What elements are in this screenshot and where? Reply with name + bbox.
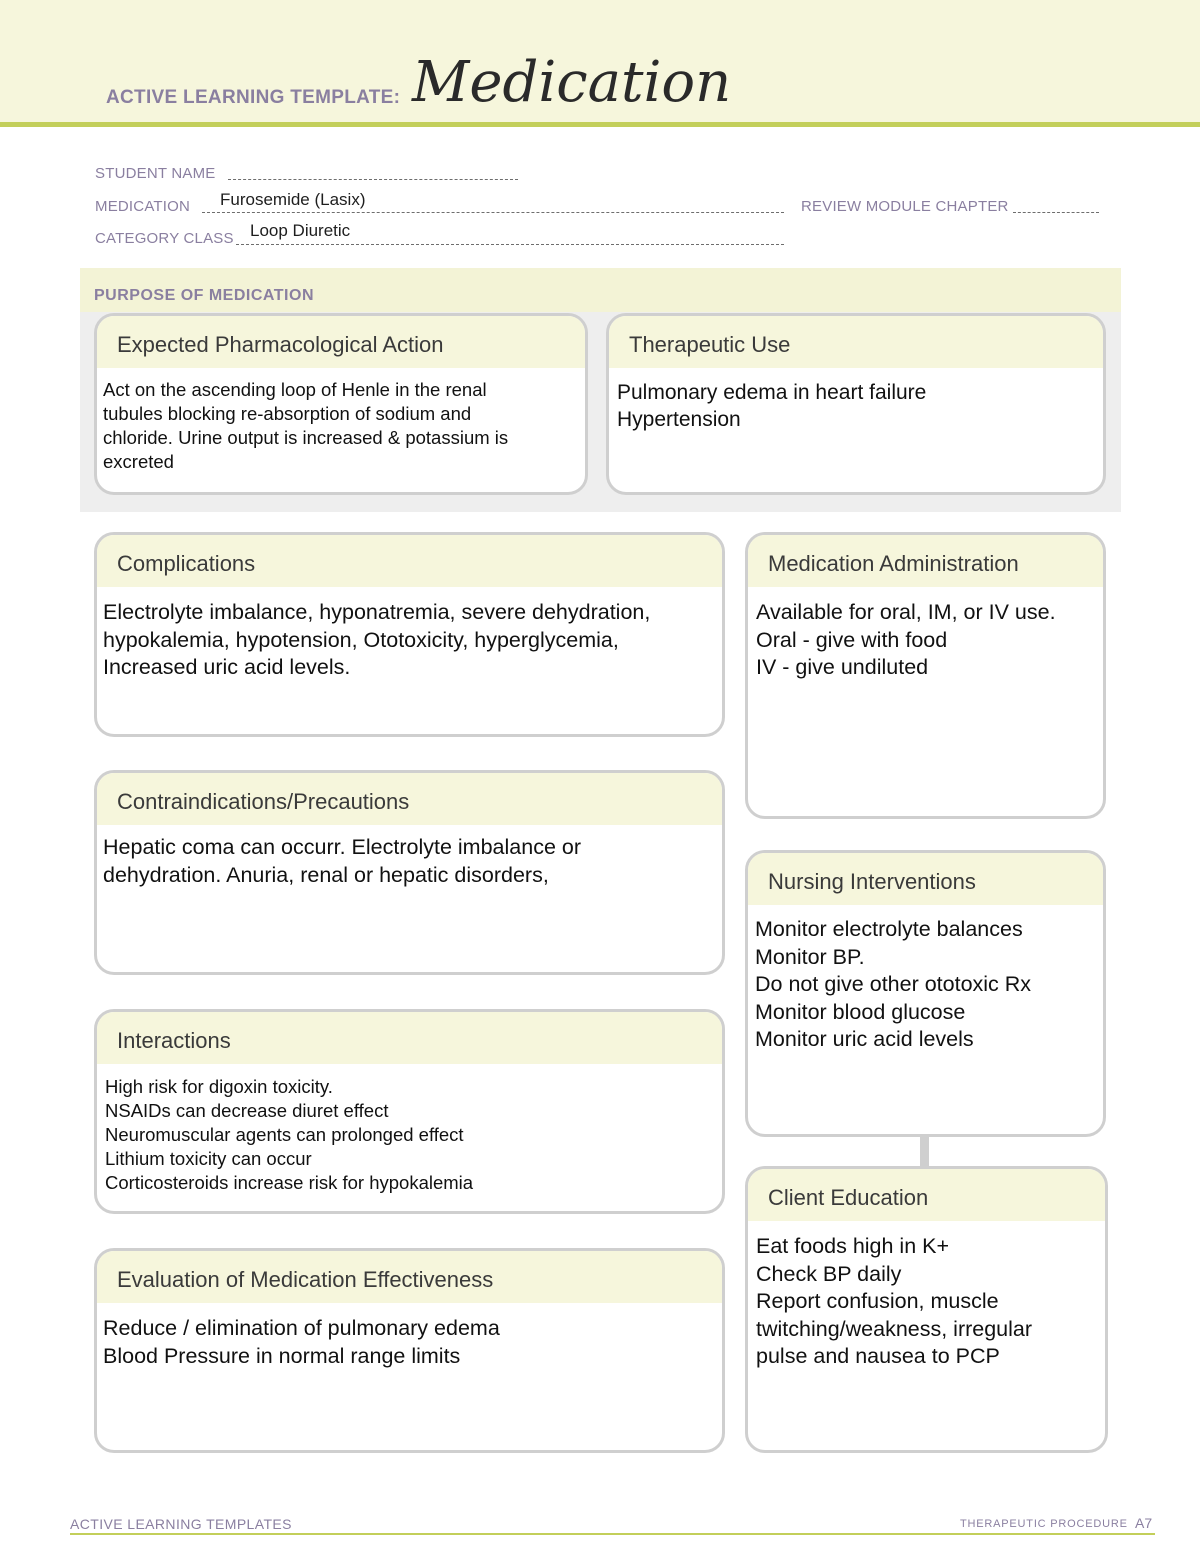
client-education-card xyxy=(745,1166,1108,1453)
page-title: Medication xyxy=(412,50,732,115)
medication-value: Furosemide (Lasix) xyxy=(220,190,366,209)
interactions-title: Interactions xyxy=(117,1028,231,1053)
medication-field[interactable] xyxy=(202,211,784,213)
student-name-field[interactable] xyxy=(228,178,518,180)
client-education-body[interactable]: Eat foods high in K+ Check BP daily Report confusion, muscle twitching/weakness, irregular pulse and nausea to PCP xyxy=(756,1234,1033,1368)
expected-action-card xyxy=(94,313,588,495)
category-class-label: CATEGORY CLASS xyxy=(95,230,234,247)
nursing-interventions-card xyxy=(745,850,1106,1137)
footer-right-label: THERAPEUTIC PROCEDURE xyxy=(960,1518,1128,1530)
client-education-title: Client Education xyxy=(768,1185,929,1210)
expected-action-title: Expected Pharmacological Action xyxy=(117,332,444,357)
page-number: A7 xyxy=(1135,1515,1153,1531)
connector-line xyxy=(920,1135,929,1167)
medication-label: MEDICATION xyxy=(95,198,191,215)
medication-administration-title: Medication Administration xyxy=(768,551,1019,576)
contraindications-body[interactable]: Hepatic coma can occurr. Electrolyte imbalance or dehydration. Anuria, renal or hepatic disorders, xyxy=(103,835,581,887)
evaluation-title: Evaluation of Medication Effectiveness xyxy=(117,1267,494,1292)
expected-action-body[interactable]: Act on the ascending loop of Henle in the renal tubules blocking re-absorption of sodium and chloride. Urine output is increased & potassium is excreted xyxy=(103,379,509,472)
contraindications-card xyxy=(94,770,725,975)
review-module-label: REVIEW MODULE CHAPTER xyxy=(801,198,1009,215)
medication-administration-body[interactable]: Available for oral, IM, or IV use. Oral - give with food IV - give undiluted xyxy=(756,600,1056,679)
footer-rule xyxy=(70,1533,1155,1535)
template-label: ACTIVE LEARNING TEMPLATE: xyxy=(106,87,401,108)
nursing-interventions-title: Nursing Interventions xyxy=(768,869,976,894)
footer-left-label: ACTIVE LEARNING TEMPLATES xyxy=(70,1516,292,1532)
header-rule xyxy=(0,122,1200,127)
contraindications-title: Contraindications/Precautions xyxy=(117,789,410,814)
review-module-field[interactable] xyxy=(1013,211,1099,213)
category-class-field[interactable] xyxy=(236,243,784,245)
interactions-card xyxy=(94,1009,725,1214)
nursing-interventions-body[interactable]: Monitor electrolyte balances Monitor BP. Do not give other ototoxic Rx Monitor blood glucose Monitor uric acid levels xyxy=(755,917,1032,1051)
complications-body[interactable]: Electrolyte imbalance, hyponatremia, severe dehydration, hypokalemia, hypotension, Ototoxicity, hyperglycemia, Increased uric acid levels. xyxy=(103,600,651,679)
therapeutic-use-body[interactable]: Pulmonary edema in heart failure Hypertension xyxy=(617,381,927,431)
medication-administration-card xyxy=(745,532,1106,819)
complications-card xyxy=(94,532,725,737)
therapeutic-use-card xyxy=(606,313,1106,495)
evaluation-body[interactable]: Reduce / elimination of pulmonary edema Blood Pressure in normal range limits xyxy=(103,1316,500,1368)
purpose-title: PURPOSE OF MEDICATION xyxy=(94,287,314,304)
student-name-label: STUDENT NAME xyxy=(95,165,216,182)
category-class-value: Loop Diuretic xyxy=(250,221,351,240)
therapeutic-use-title: Therapeutic Use xyxy=(629,332,791,357)
evaluation-card xyxy=(94,1248,725,1453)
interactions-body[interactable]: High risk for digoxin toxicity. NSAIDs can decrease diuret effect Neuromuscular agents can prolonged effect Lithium toxicity can occur Corticosteroids increase risk for hypokalemia xyxy=(105,1076,474,1193)
complications-title: Complications xyxy=(117,551,256,576)
